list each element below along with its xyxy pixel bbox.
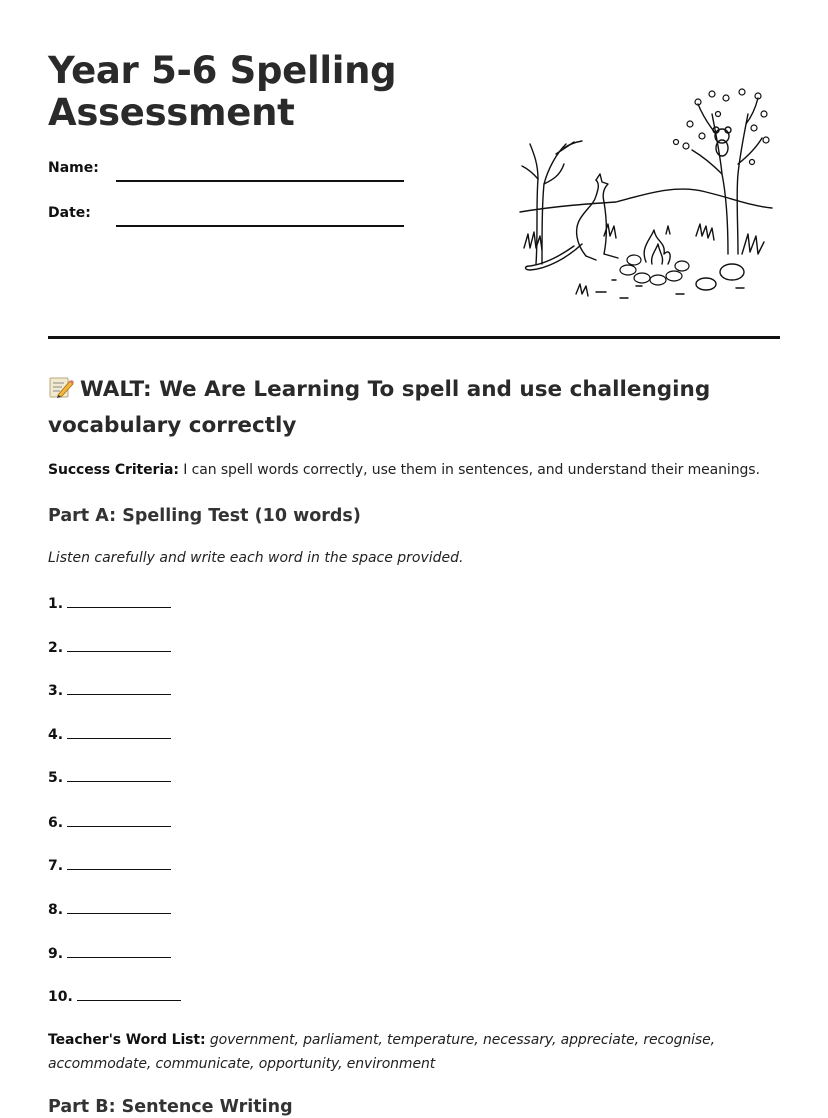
spelling-item-5: 5. [48, 769, 171, 786]
answer-blank-2[interactable] [67, 639, 171, 652]
answer-blank-4[interactable] [67, 726, 171, 739]
answer-blank-1[interactable] [67, 595, 171, 608]
answer-blank-3[interactable] [67, 682, 171, 695]
name-label: Name: [48, 160, 99, 176]
word-list-label: Teacher's Word List: [48, 1032, 206, 1048]
header-divider [48, 336, 780, 339]
success-criteria-text: I can spell words correctly, use them in sentences, and understand their meanings. [178, 462, 760, 478]
spelling-item-2: 2. [48, 639, 171, 656]
part-a-heading: Part A: Spelling Test (10 words) [48, 506, 361, 526]
title-line-2: Assessment [48, 91, 295, 134]
spelling-item-3: 3. [48, 682, 171, 699]
spelling-item-4: 4. [48, 726, 171, 743]
success-criteria-label: Success Criteria: [48, 462, 179, 478]
answer-blank-10[interactable] [77, 988, 181, 1001]
date-label: Date: [48, 205, 91, 221]
name-field[interactable] [116, 180, 404, 182]
spelling-item-6: 6. [48, 814, 171, 831]
spelling-item-7: 7. [48, 857, 171, 874]
page-title [48, 50, 396, 134]
spelling-item-8: 8. [48, 901, 171, 918]
answer-blank-6[interactable] [67, 814, 171, 827]
walt-text: WALT: We Are Learning To spell and use challenging vocabulary correctly [48, 377, 711, 438]
answer-blank-8[interactable] [67, 901, 171, 914]
spelling-item-9: 9. [48, 945, 171, 962]
answer-blank-9[interactable] [67, 945, 171, 958]
part-a-instruction: Listen carefully and write each word in the space provided. [48, 550, 464, 566]
spelling-item-1: 1. [48, 595, 171, 612]
date-field[interactable] [116, 225, 404, 227]
spelling-item-10: 10. [48, 988, 181, 1005]
memo-pencil-icon [48, 375, 74, 399]
teacher-word-list [48, 1028, 748, 1076]
walt-heading [48, 372, 788, 444]
success-criteria [48, 462, 760, 478]
answer-blank-7[interactable] [67, 857, 171, 870]
word-list-words: government, parliament, temperature, necessary, appreciate, recognise, accommodate, communicate, opportunity, environment [48, 1032, 715, 1072]
part-b-heading: Part B: Sentence Writing [48, 1097, 293, 1117]
outback-scene-illustration [516, 84, 776, 304]
answer-blank-5[interactable] [67, 769, 171, 782]
title-line-1: Year 5-6 Spelling [48, 49, 397, 92]
